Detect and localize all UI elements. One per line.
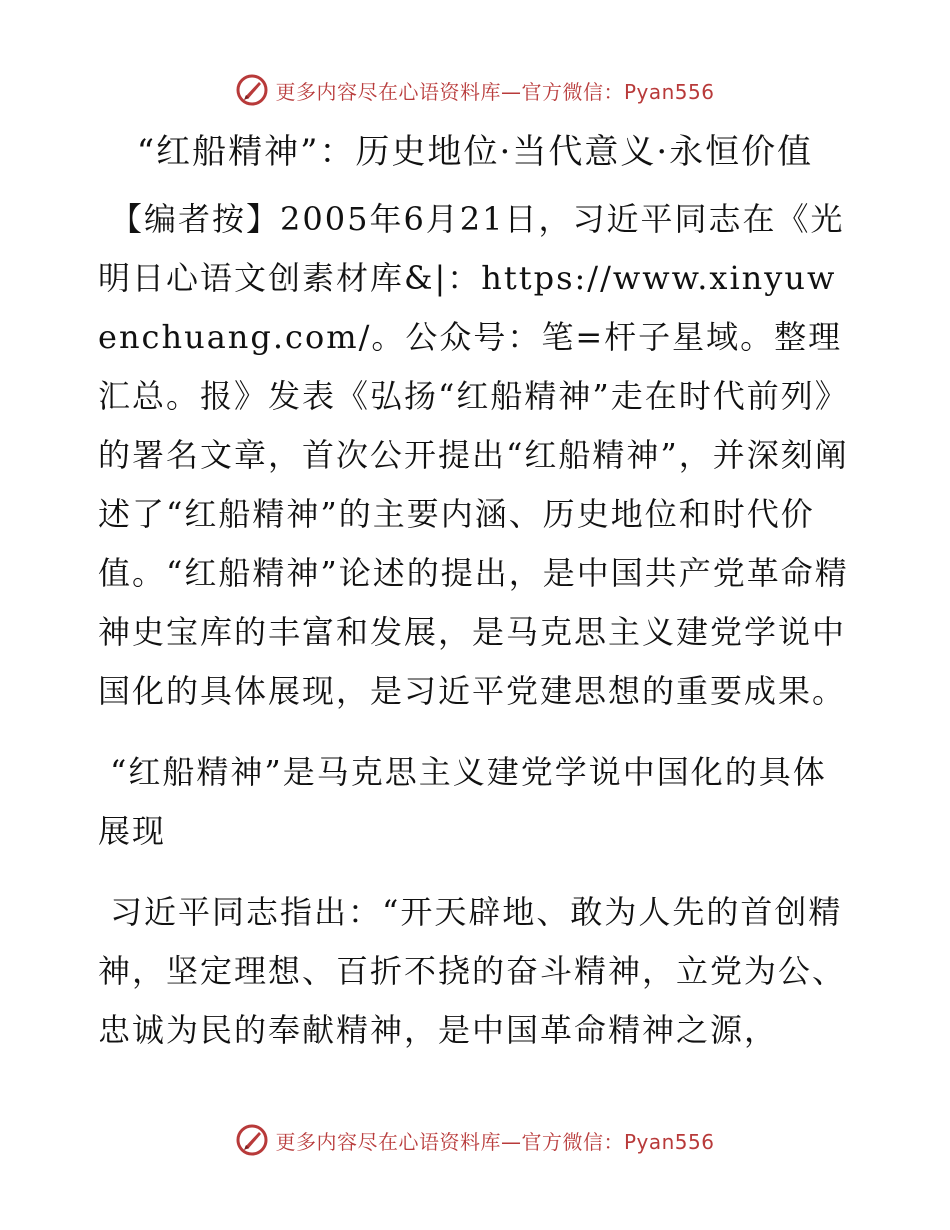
section-subheading: “红船精神”是马克思主义建党学说中国化的具体展现	[98, 753, 827, 850]
footer-banner-text: 更多内容尽在心语资料库—官方微信：Pyan556	[275, 1129, 715, 1154]
document-body	[98, 190, 850, 1060]
document-title: “红船精神”：历史地位·当代意义·永恒价值	[136, 132, 814, 172]
quill-pen-circle-icon	[235, 73, 269, 107]
editor-note-paragraph: 【编者按】2005年6月21日，习近平同志在《光明日心语文创素材库&|：https://www.xinyuwenchuang.com/。公众号：笔=杆子星域。整理汇总。报》发表《弘扬“红船精神”走在时代前列》的署名文章，首次公开提出“红船精神”，并深刻阐述了“红船精神”的主要内涵、历史地位和时代价值。“红船精神”论述的提出，是中国共产党革命精神史宝库的丰富和发展，是马克思主义建党学说中国化的具体展现，是习近平党建思想的重要成果。	[98, 200, 849, 710]
quill-pen-circle-icon	[235, 1123, 269, 1157]
footer-watermark-banner	[0, 1118, 950, 1162]
body-paragraph: 习近平同志指出：“开天辟地、敢为人先的首创精神，坚定理想、百折不挠的奋斗精神，立党为公、忠诚为民的奉献精神，是中国革命精神之源，	[98, 893, 847, 1049]
header-banner-text: 更多内容尽在心语资料库—官方微信：Pyan556	[275, 79, 715, 104]
header-watermark-banner	[0, 68, 950, 112]
